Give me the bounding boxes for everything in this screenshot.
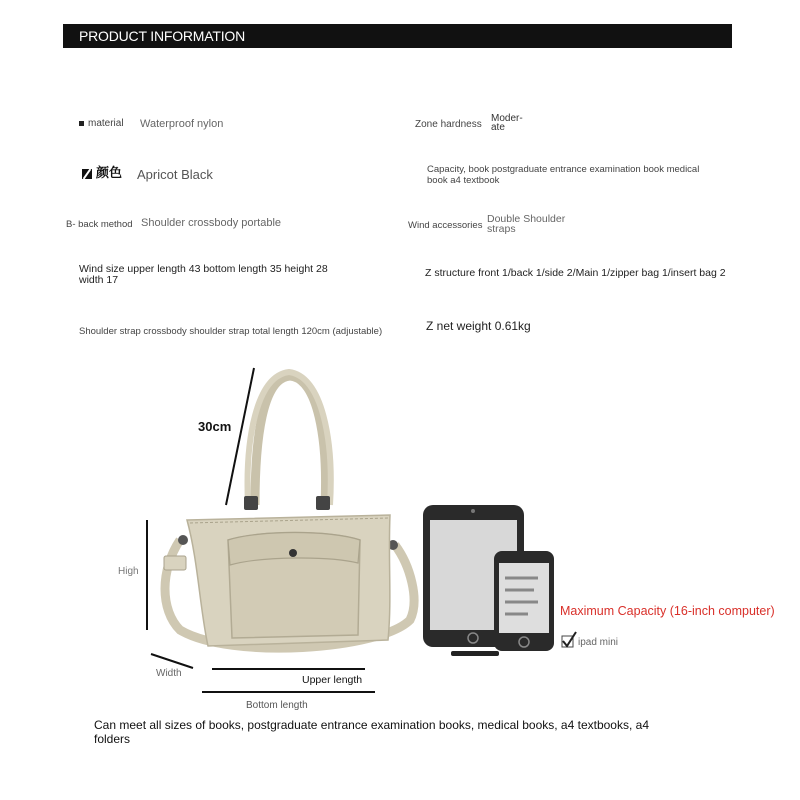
footer-text — [94, 718, 649, 746]
color-label-text: 颜色 — [96, 165, 123, 180]
check-mark — [563, 632, 576, 646]
capacity-note: Maximum Capacity (16-inch computer) — [560, 604, 775, 618]
accessories-value-line-1: Double Shoulder — [487, 213, 566, 225]
weight-text: Z net weight 0.61kg — [426, 319, 531, 333]
back-method-label: B- back method — [66, 219, 133, 230]
accessories-label: Wind accessories — [408, 220, 483, 231]
ipad-label: ipad mini — [578, 637, 619, 648]
back-method-value: Shoulder crossbody portable — [141, 217, 282, 229]
handle-height-label: 30cm — [198, 419, 232, 434]
phone-screen — [499, 563, 549, 633]
structure-text: Z structure front 1/back 1/side 2/Main 1/zipper bag 1/insert bag 2 — [425, 267, 726, 279]
header-title: PRODUCT INFORMATION — [79, 28, 246, 44]
strap-text: Shoulder strap crossbody shoulder strap total length 120cm (adjustable) — [79, 326, 383, 337]
upper-length-label: Upper length — [302, 674, 363, 686]
footer-line-1: Can meet all sizes of books, postgraduate entrance examination books, medical books, a4 textbooks, a4 — [94, 718, 649, 732]
ipad-stand — [451, 651, 499, 656]
bottom-length-label: Bottom length — [246, 700, 308, 711]
capacity-line-2: book a4 textbook — [427, 175, 500, 186]
material-label-text: material — [88, 118, 124, 129]
hardness-value-line-1: Moder- — [491, 113, 523, 124]
hardness-value-line-2: ate — [491, 122, 505, 133]
width-line — [151, 654, 193, 668]
pocket-button — [289, 549, 297, 557]
strap-clip-left — [178, 535, 188, 545]
material-value: Waterproof nylon — [140, 118, 224, 130]
color-value: Apricot Black — [137, 167, 213, 182]
size-line-1: Wind size upper length 43 bottom length 35 height 28 — [79, 263, 328, 275]
handle-buckle-right — [316, 496, 330, 510]
high-label: High — [118, 566, 139, 577]
size-line-2: width 17 — [79, 274, 119, 286]
strap-adjuster — [164, 556, 186, 570]
accessories-value-line-2: straps — [487, 223, 516, 235]
ipad-camera — [471, 509, 475, 513]
footer-line-2: folders — [94, 732, 131, 746]
handle-buckle-left — [244, 496, 258, 510]
width-label: Width — [156, 668, 182, 679]
hardness-label: Zone hardness — [415, 119, 482, 130]
capacity-line-1: Capacity, book postgraduate entrance examination book medical — [427, 164, 700, 175]
